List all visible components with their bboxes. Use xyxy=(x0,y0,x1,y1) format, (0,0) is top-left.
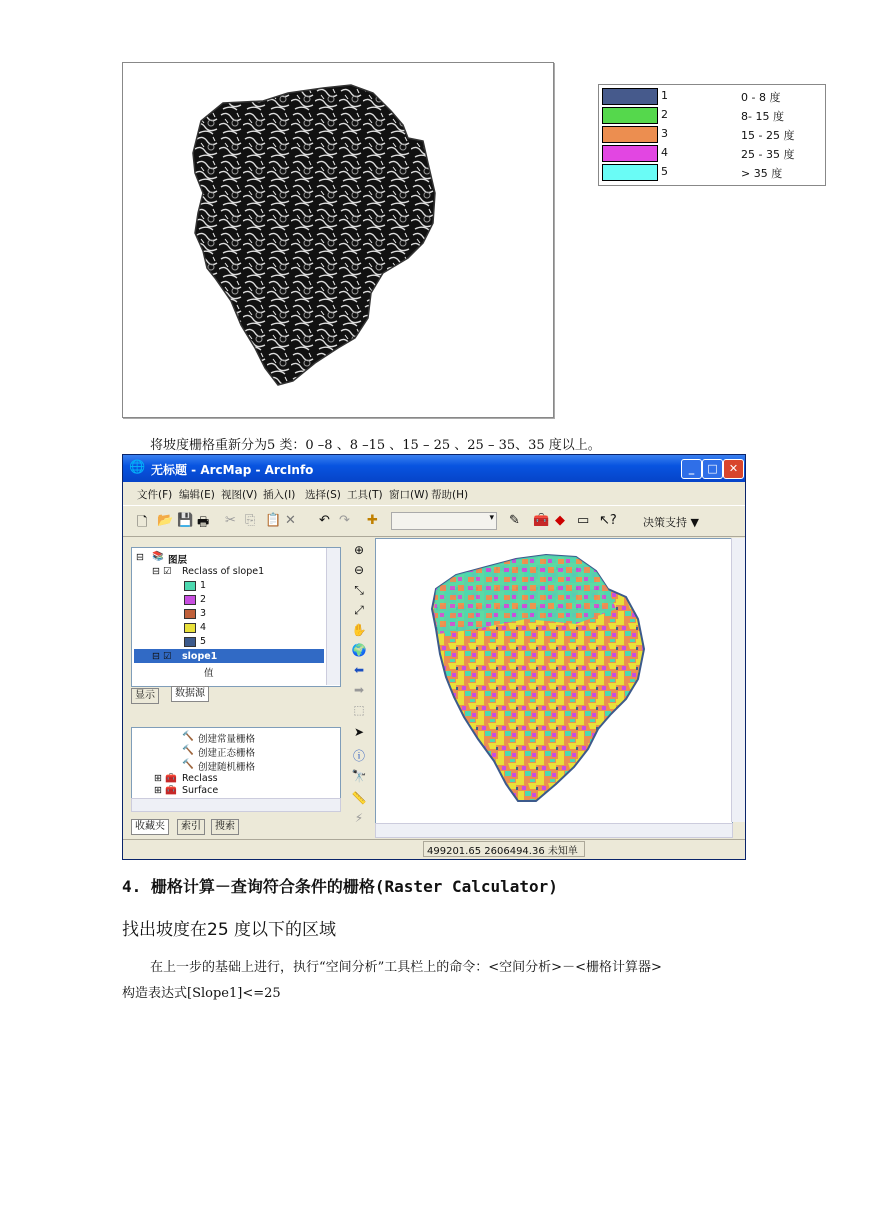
undo-icon[interactable]: ↶ xyxy=(319,513,330,528)
legend-class: 5 xyxy=(661,165,668,178)
toolset-reclass[interactable]: Reclass xyxy=(182,773,218,784)
layer-reclass[interactable]: Reclass of slope1 xyxy=(182,566,265,577)
legend-swatch xyxy=(602,126,658,143)
menu-bar xyxy=(123,482,745,504)
legend-range: 0 - 8 度 xyxy=(741,91,781,104)
expand-icon[interactable]: ⊟ xyxy=(136,552,144,563)
title-bar xyxy=(123,455,745,482)
instruction-text: 在上一步的基础上进行，执行“空间分析”工具栏上的命令：<空间分析>－<栅格计算器> xyxy=(150,960,662,975)
legend-swatch xyxy=(602,88,658,105)
class-swatch xyxy=(184,637,196,647)
class-swatch xyxy=(184,581,196,591)
tool-icon: 🔨 xyxy=(182,745,194,756)
legend-swatch xyxy=(602,107,658,124)
zoom-in-icon[interactable]: ⊕ xyxy=(353,543,365,557)
legend-class: 1 xyxy=(661,89,668,102)
menu-insert[interactable]: 插入(I) xyxy=(263,489,296,501)
legend-row xyxy=(601,125,823,143)
legend-range: 8- 15 度 xyxy=(741,110,784,123)
redo-icon[interactable]: ↷ xyxy=(339,513,350,528)
maximize-button[interactable]: □ xyxy=(702,459,723,479)
identify-icon[interactable]: ⓘ xyxy=(352,749,365,763)
slope-map-image xyxy=(122,62,554,418)
fixed-zoom-out-icon[interactable]: ⤢ xyxy=(354,603,364,617)
whats-this-icon[interactable]: ↖? xyxy=(599,513,617,528)
layers-icon: 📚 xyxy=(152,551,164,562)
hyperlink-icon[interactable]: ⚡ xyxy=(354,811,364,825)
table-of-contents xyxy=(131,547,341,687)
menu-help[interactable]: 帮助(H) xyxy=(431,489,469,501)
legend-class: 3 xyxy=(661,127,668,140)
value-label: 值 xyxy=(204,668,214,679)
standard-toolbar xyxy=(123,505,745,537)
tab-source[interactable]: 数据源 xyxy=(171,686,209,702)
forward-icon[interactable]: ➡ xyxy=(353,683,365,697)
open-icon[interactable]: 📂 xyxy=(157,513,174,528)
window-title: 无标题 - ArcMap - ArcInfo xyxy=(151,463,314,477)
find-icon[interactable]: 🔭 xyxy=(351,769,367,783)
reclass-description: 将坡度栅格重新分为5 类：0 –8 、8 –15 、15 – 25 、25 – 35、35 度以上。 xyxy=(150,438,601,453)
toolset-surface[interactable]: Surface xyxy=(182,785,219,796)
legend-swatch xyxy=(602,164,658,181)
class-swatch xyxy=(184,609,196,619)
status-bar xyxy=(123,839,745,858)
tab-index[interactable]: 索引 xyxy=(177,819,205,835)
layer-slope1[interactable]: slope1 xyxy=(182,651,218,662)
tab-display[interactable]: 显示 xyxy=(131,688,159,704)
zoom-out-icon[interactable]: ⊖ xyxy=(353,563,365,577)
menu-tools[interactable]: 工具(T) xyxy=(347,489,383,501)
legend-row xyxy=(601,106,823,124)
save-icon[interactable]: 💾 xyxy=(177,513,194,528)
class-swatch xyxy=(184,623,196,633)
toolset-expand-icon[interactable]: ⊞ 🧰 xyxy=(154,785,177,796)
class-label: 2 xyxy=(200,594,207,605)
globe-icon: 🌐 xyxy=(129,460,146,475)
class-label: 3 xyxy=(200,608,207,619)
decision-support-dropdown[interactable]: 决策支持 ▼ xyxy=(643,516,699,529)
select-features-icon[interactable]: ⬚ xyxy=(353,703,365,717)
add-data-icon[interactable]: ✚ xyxy=(367,513,378,528)
class-label: 4 xyxy=(200,622,207,633)
reclass-map xyxy=(376,539,716,809)
legend-range: > 35 度 xyxy=(741,167,783,180)
menu-select[interactable]: 选择(S) xyxy=(305,489,341,501)
toolbox-panel xyxy=(131,727,341,799)
scale-combo[interactable]: ▾ xyxy=(391,512,497,530)
section-heading: 4. 栅格计算－查询符合条件的栅格(Raster Calculator) xyxy=(122,877,558,896)
tool-create-normal[interactable]: 创建正态栅格 xyxy=(198,748,256,759)
toc-scrollbar[interactable] xyxy=(326,548,340,685)
menu-view[interactable]: 视图(V) xyxy=(221,489,258,501)
command-line-icon[interactable]: ▭ xyxy=(577,513,590,528)
class-swatch xyxy=(184,595,196,605)
class-label: 1 xyxy=(200,580,207,591)
subsection-heading: 找出坡度在25 度以下的区域 xyxy=(122,920,337,940)
layers-root[interactable]: 图层 xyxy=(168,555,188,566)
tab-favorites[interactable]: 收藏夹 xyxy=(131,819,169,835)
expand-icon[interactable]: ⊟ ☑ xyxy=(152,651,172,662)
slope-legend xyxy=(598,84,826,186)
editor-icon[interactable]: ✎ xyxy=(509,513,520,528)
tool-icon: 🔨 xyxy=(182,759,194,770)
menu-window[interactable]: 窗口(W) xyxy=(389,489,429,501)
expression-text: 构造表达式[Slope1]<=25 xyxy=(122,986,281,1001)
catalog-hscrollbar[interactable] xyxy=(131,798,341,812)
legend-swatch xyxy=(602,145,658,162)
legend-range: 15 - 25 度 xyxy=(741,129,795,142)
map-view[interactable] xyxy=(375,538,733,824)
measure-icon[interactable]: 📏 xyxy=(351,791,367,805)
delete-icon[interactable]: ✕ xyxy=(285,513,296,528)
class-label: 5 xyxy=(200,636,207,647)
arctoolbox-icon[interactable]: 🧰 xyxy=(533,513,550,528)
legend-row xyxy=(601,163,823,181)
expand-icon[interactable]: ⊟ ☑ xyxy=(152,566,172,577)
toolbox-icon[interactable]: ◆ xyxy=(555,513,565,528)
map-vscrollbar[interactable] xyxy=(731,538,745,822)
copy-icon[interactable]: ⎘ xyxy=(245,513,256,528)
legend-range: 25 - 35 度 xyxy=(741,148,795,161)
tab-search[interactable]: 搜索 xyxy=(211,819,239,835)
close-button[interactable]: ✕ xyxy=(723,459,744,479)
legend-class: 4 xyxy=(661,146,668,159)
tool-create-constant[interactable]: 创建常量栅格 xyxy=(198,734,256,745)
pan-icon[interactable]: ✋ xyxy=(351,623,367,637)
legend-row xyxy=(601,144,823,162)
arcmap-window xyxy=(122,454,746,860)
legend-row xyxy=(601,87,823,105)
map-hscrollbar[interactable] xyxy=(375,823,733,838)
select-elements-icon[interactable]: ➤ xyxy=(353,725,365,739)
menu-file[interactable]: 文件(F) xyxy=(137,489,173,501)
new-icon[interactable]: 🗋 xyxy=(137,515,148,530)
back-icon[interactable]: ⬅ xyxy=(353,663,365,677)
paste-icon[interactable]: 📋 xyxy=(265,513,282,528)
fixed-zoom-in-icon[interactable]: ⤡ xyxy=(354,583,364,597)
cut-icon[interactable]: ✂ xyxy=(225,513,236,528)
toolset-expand-icon[interactable]: ⊞ 🧰 xyxy=(154,773,177,784)
tool-create-random[interactable]: 创建随机栅格 xyxy=(198,762,256,773)
coordinate-readout: 499201.65 2606494.36 未知单 xyxy=(427,846,578,857)
legend-class: 2 xyxy=(661,108,668,121)
print-icon[interactable]: 🖶 xyxy=(197,515,210,530)
menu-edit[interactable]: 编辑(E) xyxy=(179,489,215,501)
slope-raster xyxy=(123,63,553,417)
full-extent-icon[interactable]: 🌍 xyxy=(351,643,367,657)
minimize-button[interactable]: _ xyxy=(681,459,702,479)
tool-icon: 🔨 xyxy=(182,731,194,742)
